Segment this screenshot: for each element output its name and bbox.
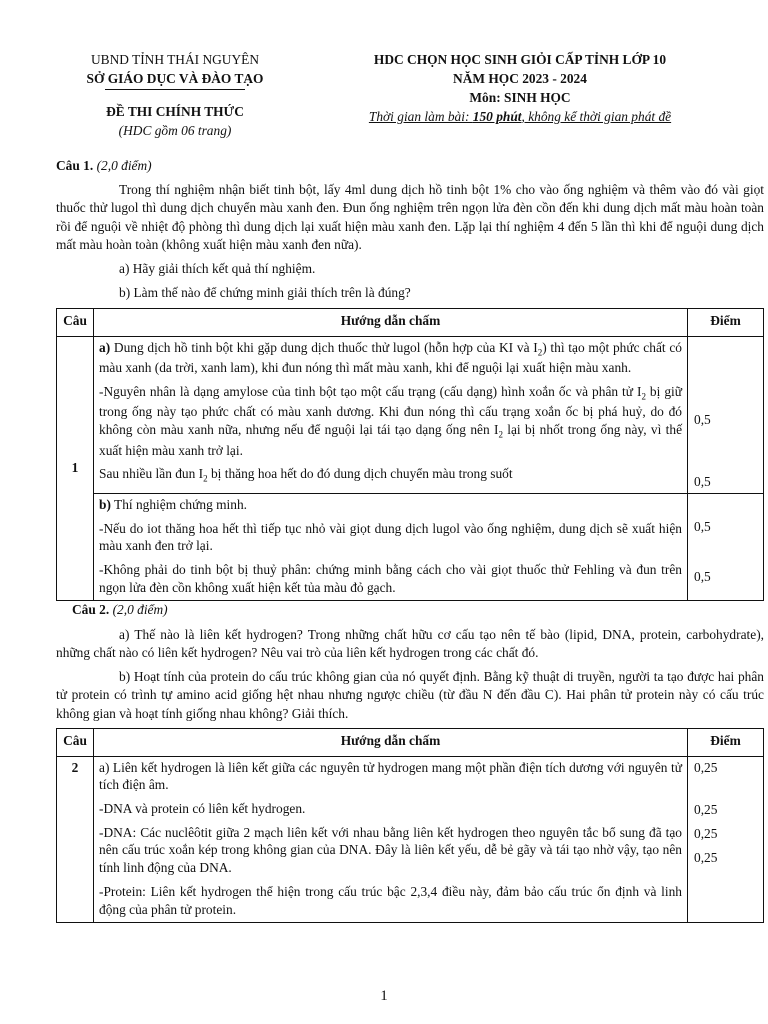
points-2: [688, 756, 764, 923]
school-year: NĂM HỌC 2023 - 2024: [453, 71, 587, 86]
dept-name: SỞ GIÁO DỤC VÀ ĐÀO TẠO: [86, 71, 264, 86]
exam-title: HDC CHỌN HỌC SINH GIỎI CẤP TỈNH LỚP 10: [373, 52, 667, 67]
points-value: 0,5: [694, 411, 711, 427]
points-value: 0,25: [694, 850, 718, 866]
points-value: 0,25: [694, 759, 718, 775]
points-value: 0,25: [694, 826, 718, 842]
points-value: 0,5: [694, 518, 711, 534]
col-cau: Câu: [57, 308, 94, 336]
answer-a: a) Dung dịch hồ tinh bột khi gặp dung dịch thuốc thử lugol (hỗn hợp của KI và $I_2$) thì tạo một phức chất có màu xanh (da trời, xanh lam), khi đun nóng thì mất màu xanh, khi để nguội lại xuất hiện màu xanh. -Nguyên nhân là dạng amylose của tinh bột tạo một cấu trạng (cấu dạng) hình xoắn ốc và phân tử $I_2$ bị giữ trong ống này tạo phức chất có màu xanh dương. Khi đun nóng thì cấu trạng xoắn ốc bị phá huỷ, do đó không còn màu xanh nữa, nhưng nếu để nguội lại tái tạo dạng ống nên $I_2$ lại bị nhốt trong ống này, vì thế xuất hiện màu xanh trở lại. Sau nhiều lần đun $I_2$ bị thăng hoa hết do đó dung dịch chuyển màu trong suốt: [94, 336, 688, 493]
header-left: [60, 50, 290, 140]
points-a: [688, 336, 764, 493]
header-left-rule: [105, 89, 245, 90]
answer-2: a) Liên kết hydrogen là liên kết giữa các nguyên tử hydrogen mang một phần điện tích dương với nguyên tử tích điện âm. -DNA và protein có liên kết hydrogen. -DNA: Các nuclêôtit giữa 2 mạch liên kết với nhau bằng liên kết hydrogen theo nguyên tắc bổ sung đã tạo nên cấu trúc xoắn kép trong không gian của DNA. Đây là liên kết yếu, dễ bẻ gãy và tái tạo nhờ vậy, tạo nên tính linh động của DNA. -Protein: Liên kết hydrogen thể hiện trong cấu trúc bậc 2,3,4 điều này, đảm bảo cấu trúc ổn định và linh động của phân tử protein.: [94, 756, 688, 923]
official-label: ĐỀ THI CHÍNH THỨC: [106, 104, 244, 119]
subject: Môn: SINH HỌC: [469, 90, 571, 105]
question-1: [56, 157, 764, 923]
q2-part-a: a) Thế nào là liên kết hydrogen? Trong những chất hữu cơ cấu tạo nên tế bào (lipid, DNA, protein, carbohydrate), những chất nào có liên kết hydrogen? Nêu vai trò của liên kết hydrogen trong các chất đó.: [56, 626, 764, 660]
col-points: Điểm: [688, 728, 764, 756]
col-guide: Hướng dẫn chấm: [94, 728, 688, 756]
q1-intro: Trong thí nghiệm nhận biết tinh bột, lấy 4ml dung dịch hồ tinh bột 1% cho vào ống nghiệm và thêm vào đó vài giọt thuốc thử lugol thì dung dịch chuyển màu xanh đen. Đun ống nghiệm trên ngọn lửa đèn cồn đến khi dung dịch mất màu hoàn toàn rồi để nguội về nhiệt độ phòng thì dung dịch lại xuất hiện màu xanh đen. Lặp lại thí nghiệm 4 đến 5 lần thì khi để nguội dung dịch mất màu hoàn toàn (không xuất hiện màu xanh đen nữa).: [56, 182, 764, 252]
q2-answer-table: [56, 728, 764, 924]
question-number: 2: [57, 756, 94, 923]
points-b: [688, 493, 764, 600]
table-header-row: [57, 728, 764, 756]
question-number: 1: [57, 336, 94, 601]
table-row: [57, 756, 764, 923]
col-guide: Hướng dẫn chấm: [94, 308, 688, 336]
pages-note: (HDC gồm 06 trang): [118, 123, 232, 138]
time-allowed: Thời gian làm bài: 150 phút, không kể thời gian phát đề: [368, 109, 672, 124]
q1-part-b: b) Làm thế nào để chứng minh giải thích trên là đúng?: [119, 285, 411, 301]
points-value: 0,5: [694, 569, 711, 585]
table-row: [57, 336, 764, 493]
points-value: 0,5: [694, 473, 711, 489]
points-value: 0,25: [694, 801, 718, 817]
col-cau: Câu: [57, 728, 94, 756]
header-right: [335, 50, 705, 126]
q2-heading: Câu 2. (2,0 điểm): [72, 602, 168, 618]
table-row: [57, 493, 764, 600]
q2-part-b: b) Hoạt tính của protein do cấu trúc không gian của nó quyết định. Bằng kỹ thuật di truyền, người ta tạo được hai phân tử protein có trình tự amino acid giống hệt nhau nhưng ngược chiều (từ đầu N đến đầu C). Hai phân tử protein này có cấu trúc không gian và hoạt tính giống nhau không? Giải thích.: [56, 669, 764, 721]
q1-part-a: a) Hãy giải thích kết quả thí nghiệm.: [119, 261, 316, 277]
table-header-row: [57, 308, 764, 336]
q1-answer-table: [56, 308, 764, 602]
col-points: Điểm: [688, 308, 764, 336]
org-name: UBND TỈNH THÁI NGUYÊN: [91, 52, 259, 67]
page-number: 1: [380, 988, 388, 1004]
q1-heading: Câu 1. (2,0 điểm): [56, 158, 152, 173]
answer-b: b) Thí nghiệm chứng minh. -Nếu do iot thăng hoa hết thì tiếp tục nhỏ vài giọt dung dịch lugol vào ống nghiệm, dung dịch sẽ xuất hiện màu xanh đen trở lại. -Không phải do tinh bột bị thuỷ phân: chứng minh bằng cách cho vài giọt thuốc thử Fehling và đun trên ngọn lửa đèn cồn không xuất hiện kết tủa màu đỏ gạch.: [94, 493, 688, 600]
